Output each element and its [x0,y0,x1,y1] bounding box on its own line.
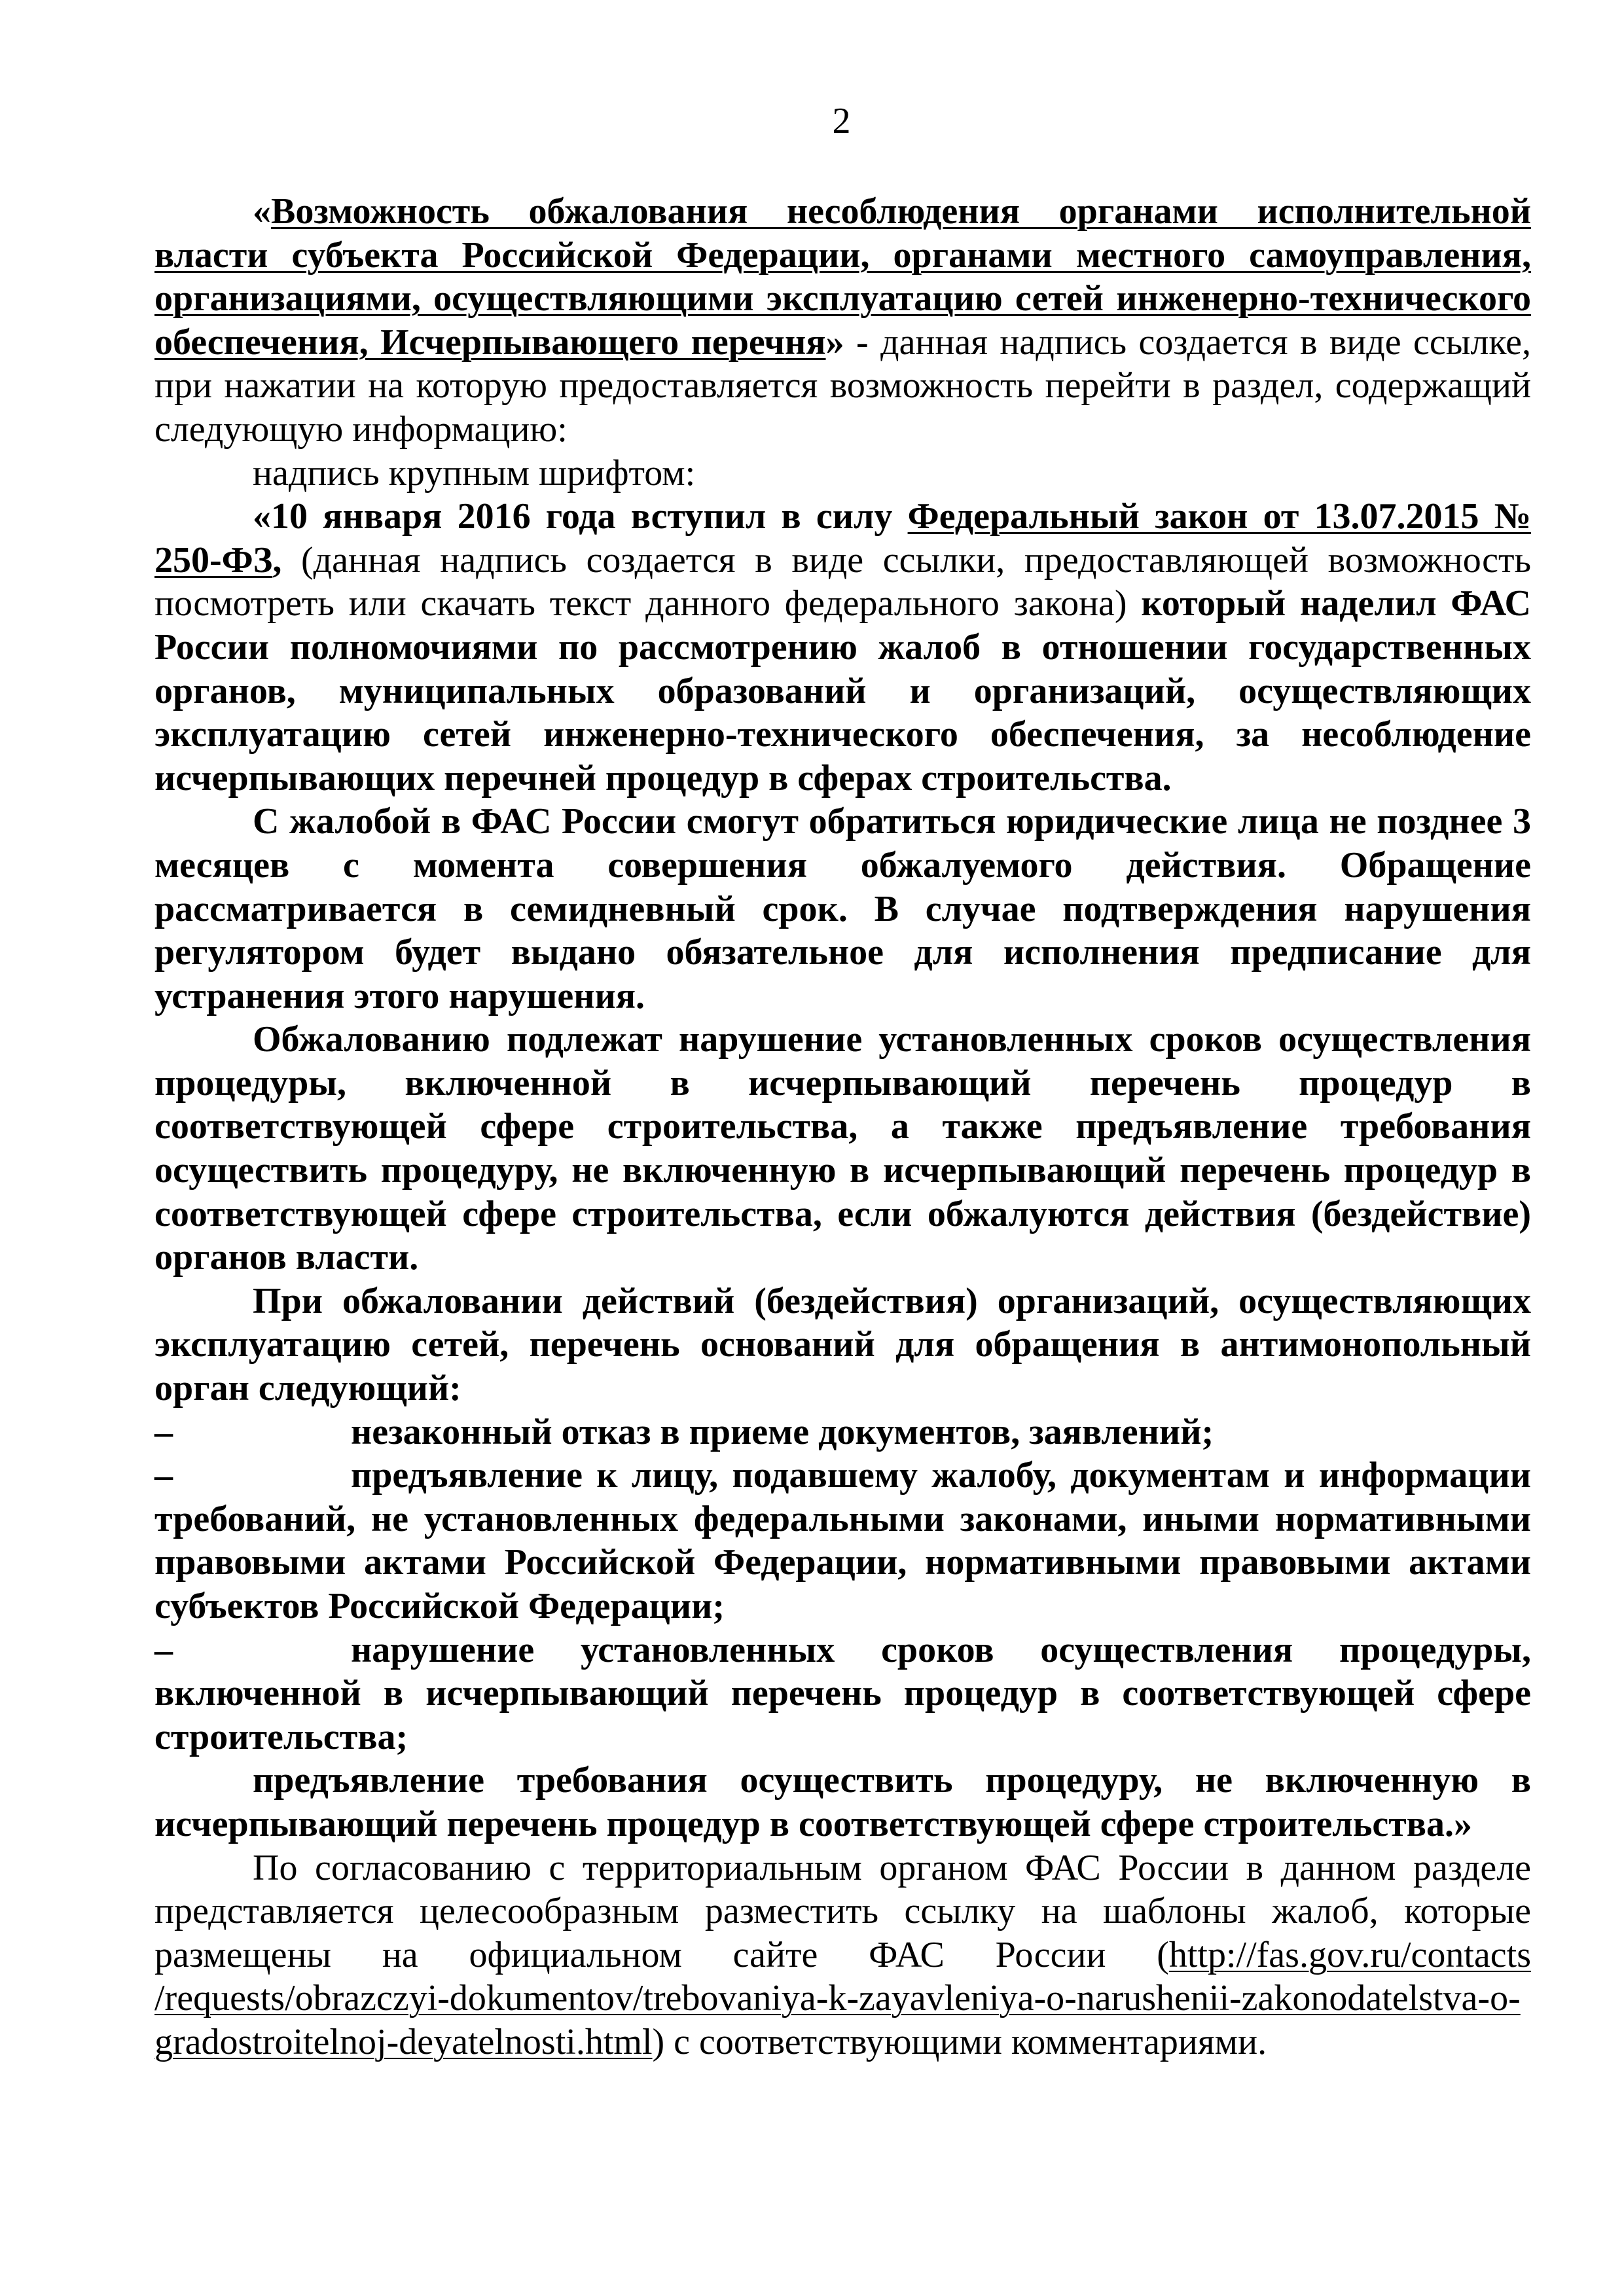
appeal-link-description: - данная надпись создается в виде ссылке, при нажатии на которую предоставляется возможность перейти в раздел, содержащий следующую информацию: [154,321,1532,450]
law-tail-text: который наделил ФАС России полномочиями по рассмотрению жалоб в отношении государственных органов, муниципальных образований и организаций, осуществляющих эксплуатацию сетей инженерно-технического обеспечения, за несоблюдение исчерпывающих перечней процедур в сферах строительства. [154,583,1531,798]
bullet-dash: – [154,1411,173,1452]
appeal-section-link[interactable]: Возможность обжалования несоблюдения органами исполнительной власти субъекта Российской Федерации, органами местного самоуправления, организациями, осуществляющими эксплуатацию сетей инженерно-технического обеспечения, Исчерпывающего перечня [154,191,1531,363]
paragraph-appeal-link [154,190,1531,452]
list-item [154,1628,1531,1759]
paragraph-law-info [154,495,1531,800]
paragraph-requirement-item: предъявление требования осуществить процедуру, не включенную в исчерпывающий перечень процедур в соответствующей сфере строительства.» [154,1760,1531,1844]
bullet-dash: – [154,1629,173,1670]
templates-lead-text: По согласованию с территориальным органом ФАС России в данном разделе представляется целесообразным разместить ссылку на шаблоны жалоб, которые размещены на официальном сайте ФАС России ( [154,1847,1531,1975]
paragraph-large-font-note: надпись крупным шрифтом: [253,452,696,493]
page-number: 2 [832,101,851,141]
paragraph-complaint-terms: С жалобой в ФАС России смогут обратиться юридические лица не позднее 3 месяцев с момента совершения обжалуемого действия. Обращение рассматривается в семидневный срок. В случае подтверждения нарушения регулятором будет выдано обязательное для исполнения предписание для устранения этого нарушения. [154,801,1531,1016]
bullet-dash: – [154,1455,173,1496]
templates-tail-text: ) с соответствующими комментариями. [652,2021,1267,2062]
paragraph-templates [154,1846,1531,2064]
law-lead-text: «10 января 2016 года вступил в силу [253,496,908,537]
law-comma: , [272,539,282,581]
close-quote: » [825,321,844,363]
paragraph-grounds-intro: При обжаловании действий (бездействия) организаций, осуществляющих эксплуатацию сетей, перечень оснований для обращения в антимонопольный орган следующий: [154,1280,1531,1409]
list-item-text: предъявление к лицу, подавшему жалобу, документам и информации требований, не установленных федеральными законами, иными нормативными правовыми актами Российской Федерации, нормативными правовыми актами субъектов Российской Федерации; [154,1455,1531,1626]
list-item [154,1454,1531,1628]
list-item [154,1410,1531,1454]
list-item-text: нарушение установленных сроков осуществления процедуры, включенной в исчерпывающий перечень процедур в соответствующей сфере строительства; [154,1629,1531,1757]
paragraph-appeal-subjects: Обжалованию подлежат нарушение установленных сроков осуществления процедуры, включенной в исчерпывающий перечень процедур в соответствующей сфере строительства, а также предъявление требования осуществить процедуру, не включенную в исчерпывающий перечень процедур в соответствующей сфере строительства, если обжалуются действия (бездействие) органов власти. [154,1019,1531,1278]
fas-templates-link[interactable]: http://fas.gov.ru/contacts /requests/obrazczyi-dokumentov/trebovaniya-k-zayavleniya-o-narushenii-zakonodatelstva-o-gradostroitelnoj-deyatelnosti.html [154,1934,1531,2062]
list-item-text: незаконный отказ в приеме документов, заявлений; [351,1411,1214,1452]
open-quote: « [253,191,271,232]
federal-law-link[interactable]: Федеральный закон от 13.07.2015 № 250-ФЗ [154,496,1531,581]
law-link-note: (данная надпись создается в виде ссылки, предоставляющей возможность посмотреть или скачать текст данного федерального закона) [154,539,1531,624]
